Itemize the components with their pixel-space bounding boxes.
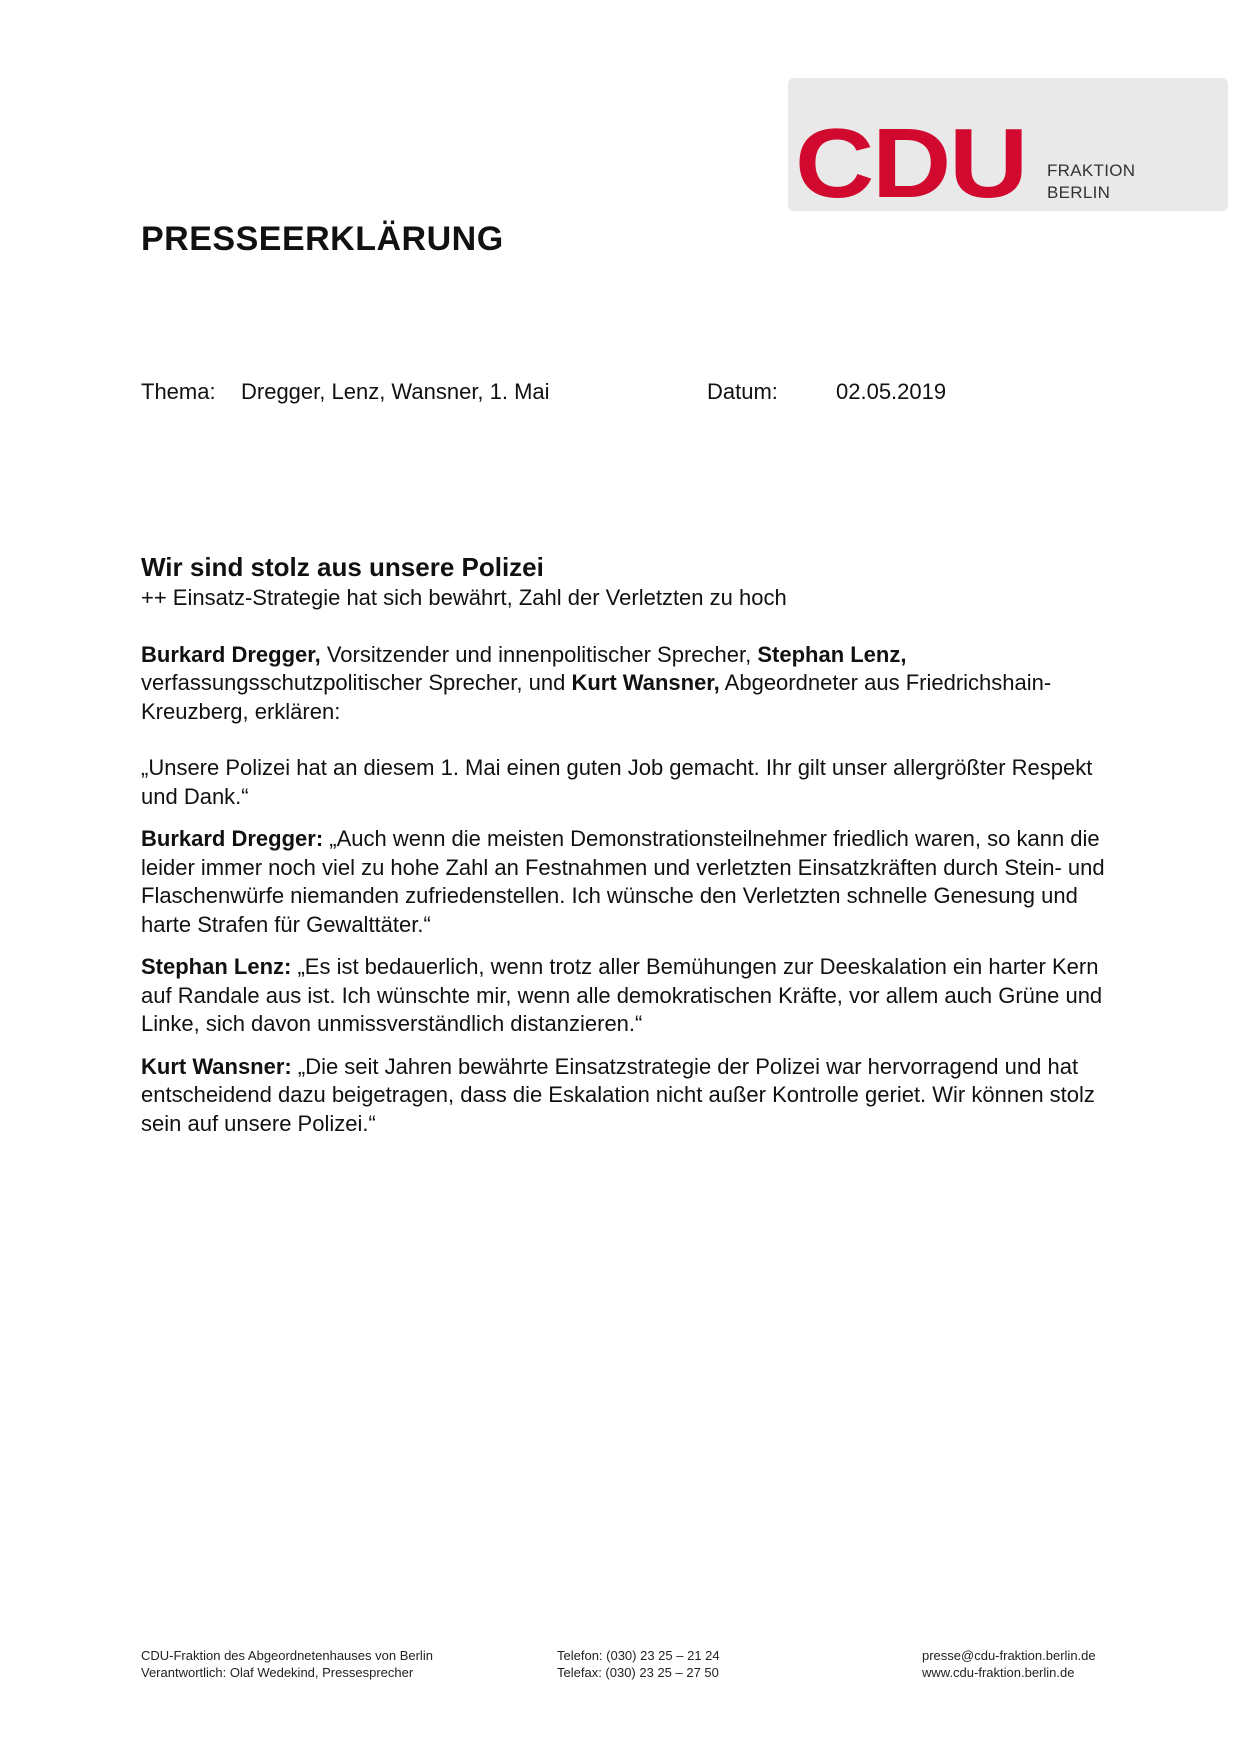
intro-text-3: Abgeordneter aus Friedrichshain-Kreuzberg, erklären:	[141, 670, 1052, 724]
logo-subtitle	[1047, 160, 1135, 204]
logo-line-berlin: BERLIN	[1047, 183, 1111, 202]
footer-organization	[141, 1647, 433, 1681]
cdu-logo-wordmark: CDU	[795, 108, 1027, 218]
thema-value: Dregger, Lenz, Wansner, 1. Mai	[241, 379, 550, 404]
footer-web-link[interactable]: www.cdu-fraktion.berlin.de	[922, 1665, 1075, 1680]
footer-contact-online	[922, 1647, 1096, 1681]
intro-text-1: Vorsitzender und innenpolitischer Sprecher,	[320, 641, 758, 667]
intro-name-dregger: Burkard Dregger,	[141, 641, 321, 667]
quote-speaker: Stephan Lenz:	[141, 954, 292, 979]
footer-email-link[interactable]: presse@cdu-fraktion.berlin.de	[922, 1648, 1096, 1663]
document-title: PRESSEERKLÄRUNG	[141, 220, 504, 258]
article-body	[141, 550, 1121, 1152]
quote-lenz	[141, 953, 1121, 1039]
quote-dregger	[141, 825, 1121, 939]
thema-label: Thema:	[141, 379, 216, 404]
datum-label: Datum:	[707, 379, 778, 404]
intro-name-lenz: Stephan Lenz,	[757, 641, 907, 667]
joint-quote: „Unsere Polizei hat an diesem 1. Mai einen guten Job gemacht. Ihr gilt unser allergrößter Respekt und Dank.“	[141, 755, 1093, 809]
article-subheadline: ++ Einsatz-Strategie hat sich bewährt, Zahl der Verletzten zu hoch	[141, 585, 787, 610]
footer-phone: Telefon: (030) 23 25 – 21 24	[557, 1648, 720, 1663]
logo-line-fraktion: FRAKTION	[1047, 161, 1136, 180]
footer-org-name: CDU-Fraktion des Abgeordnetenhauses von Berlin	[141, 1648, 433, 1663]
quote-wansner	[141, 1053, 1121, 1139]
quote-speaker: Kurt Wansner:	[141, 1053, 292, 1079]
quote-speaker: Burkard Dregger:	[141, 826, 324, 851]
footer-responsible: Verantwortlich: Olaf Wedekind, Pressesprecher	[141, 1665, 414, 1680]
quote-text: „Auch wenn die meisten Demonstrationsteilnehmer friedlich waren, so kann die leider immer noch viel zu hohe Zahl an Festnahmen und verletzten Einsatzkräften durch Stein- und Flaschenwürfe niemanden zufriedenstellen. Ich wünsche den Verletzten schnelle Genesung und harte Strafen für Gewalttäter.“	[141, 826, 1105, 937]
footer-contact-phone	[557, 1647, 720, 1681]
intro-paragraph	[141, 641, 1121, 727]
quote-text: „Es ist bedauerlich, wenn trotz aller Bemühungen zur Deeskalation ein harter Kern auf Randale aus ist. Ich wünschte mir, wenn alle demokratischen Kräfte, vor allem auch Grüne und Linke, sich davon unmissverständlich distanzieren.“	[141, 954, 1103, 1036]
quote-text: „Die seit Jahren bewährte Einsatzstrategie der Polizei war hervorragend und hat entscheidend dazu beigetragen, dass die Eskalation nicht außer Kontrolle geriet. Wir können stolz sein auf unsere Polizei.“	[141, 1053, 1095, 1136]
datum-value: 02.05.2019	[836, 379, 947, 404]
article-headline: Wir sind stolz aus unsere Polizei	[141, 552, 544, 582]
footer-fax: Telefax: (030) 23 25 – 27 50	[557, 1665, 719, 1680]
intro-name-wansner: Kurt Wansner,	[571, 670, 720, 695]
intro-text-2: verfassungsschutzpolitischer Sprecher, und	[141, 670, 572, 695]
